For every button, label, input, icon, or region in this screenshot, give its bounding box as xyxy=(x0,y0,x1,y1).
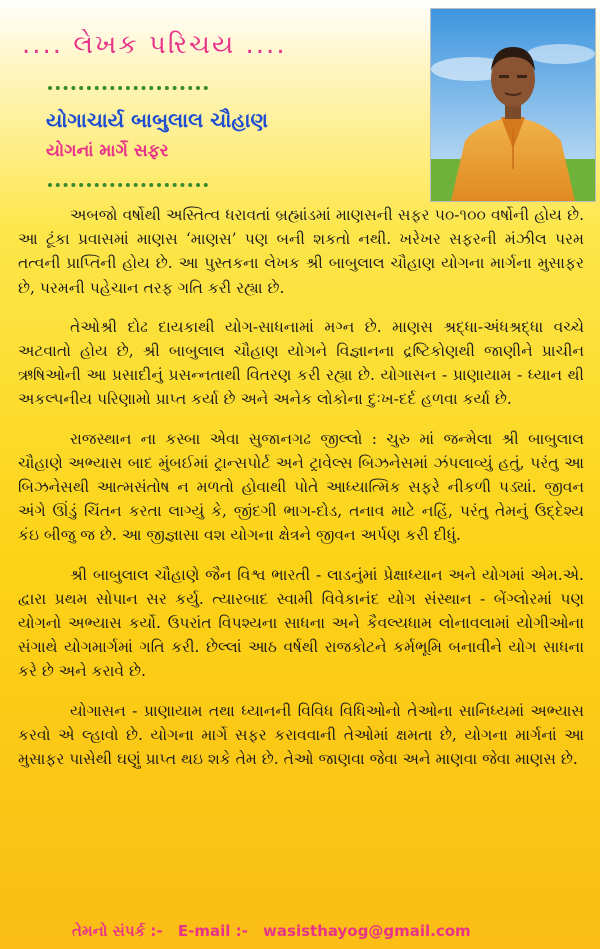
email-label: E-mail :- xyxy=(177,922,248,940)
bio-paragraph-4: શ્રી બાબુલાલ ચૌહાણે જૈન વિશ્વ ભારતી - લાડનુંમાં પ્રેક્ષાધ્યાન અને યોગમાં એમ.એ. દ્વારા પ્રથમ સોપાન સર કર્યુ. ત્યારબાદ સ્વામી વિવેકાનંદ યોગ સંસ્થાન - બેંગ્લોરમાં પણ યોગનો અભ્યાસ કર્યો. ઉપરાંત વિપશ્યના સાધના અને કૈવલ્યધામ લોનાવલામાં યોગીઓના સંગાથે યોગમાર્ગમાં ગતિ કરી. છેલ્લાં આઠ વર્ષથી રાજકોટને કર્મભૂમિ બનાવીને યોગ સાધના કરે છે અને કરાવે છે. xyxy=(18,565,584,681)
divider-bottom xyxy=(48,183,208,187)
page-title: .... લેખક પરિચય .... xyxy=(22,30,287,60)
bio-paragraph-5: યોગાસન - પ્રાણાયામ તથા ધ્યાનની વિવિધ વિધિઓનો તેઓના સાનિધ્યમાં અભ્યાસ કરવો એ લ્હાવો છે. યોગના માર્ગે સફર કરાવવાની તેઓમાં ક્ષમતા છે, યોગના માર્ગનાં આ મુસાફર પાસેથી ઘણું પ્રાપ્ત થઇ શકે તેમ છે. તેઓ જાણવા જેવા અને માણવા જેવા માણસ છે. xyxy=(18,701,584,769)
author-photo xyxy=(430,8,596,202)
contact-line xyxy=(72,922,481,940)
author-tagline: યોગનાં માર્ગે સફર xyxy=(46,141,169,161)
divider-top xyxy=(48,86,208,90)
bio-paragraph-2: તેઓશ્રી દોઢ દાયકાથી યોગ-સાધનામાં મગ્ન છે. માણસ શ્રદ્ધા-અંધશ્રદ્ધા વચ્ચે અટવાતો હોય છે, શ્રી બાબુલાલ ચૌહાણ યોગને વિજ્ઞાનના દ્રષ્ટિકોણથી જાણીને પ્રાચીન ઋષિઓની આ પ્રસાદીનું પ્રસન્નતાથી વિતરણ કરી રહ્યા છે. યોગાસન - પ્રાણાયામ - ધ્યાન થી અકલ્પનીય પરિણામો પ્રાપ્ત કર્યા છે અને અનેક લોકોના દુઃખ-દર્દ હળવા કર્યા છે. xyxy=(18,317,584,409)
email-link[interactable]: wasisthayog@gmail.com xyxy=(263,922,471,940)
bio-paragraph-3: રાજસ્થાન ના કસ્બા એવા સુજાનગઢ જીલ્લો : ચુરુ માં જન્મેલા શ્રી બાબુલાલ ચૌહાણે અભ્યાસ બાદ મુંબઈમાં ટ્રાન્સપોર્ટ અને ટ્રાવેલ્સ બિઝનેસમાં ઝંપલાવ્યું હતું, પરંતુ આ બિઝનેસથી આત્મસંતોષ ન મળતો હોવાથી પોતે આધ્યાત્મિક સફરે નીકળી પડ્યાં. જીવન અંગે ઊંડું ચિંતન કરતા લાગ્યું કે, જીંદગી ભાગ-દોડ, તનાવ માટે નહિં, પરંતુ તેમનું ઉદ્દેશ્ય કંઇ બીજુ જ છે. આ જીજ્ઞાસા વશ યોગના ક્ષેત્રને જીવન અર્પણ કરી દીધું. xyxy=(18,429,585,545)
author-name: યોગાચાર્ય બાબુલાલ ચૌહાણ xyxy=(46,108,268,132)
bio-paragraph-1: અબજો વર્ષોથી અસ્તિત્વ ધરાવતાં બ્રહ્માંડમાં માણસની સફર ૫૦-૧૦૦ વર્ષોની હોય છે. આ ટૂંકા પ્રવાસમાં માણસ ‘માણસ’ પણ બની શકતો નથી. ખરેખર સફરની મંઝીલ પરમ તત્વની પ્રાપ્તિની હોય છે. આ પુસ્તકના લેખક શ્રી બાબુલાલ ચૌહાણ યોગના માર્ગના મુસાફર છે, પરમની પહેચાન તરફ ગતિ કરી રહ્યા છે. xyxy=(18,206,584,297)
contact-label: તેમનો સંપર્ક :- xyxy=(72,922,163,940)
biography xyxy=(18,203,584,786)
